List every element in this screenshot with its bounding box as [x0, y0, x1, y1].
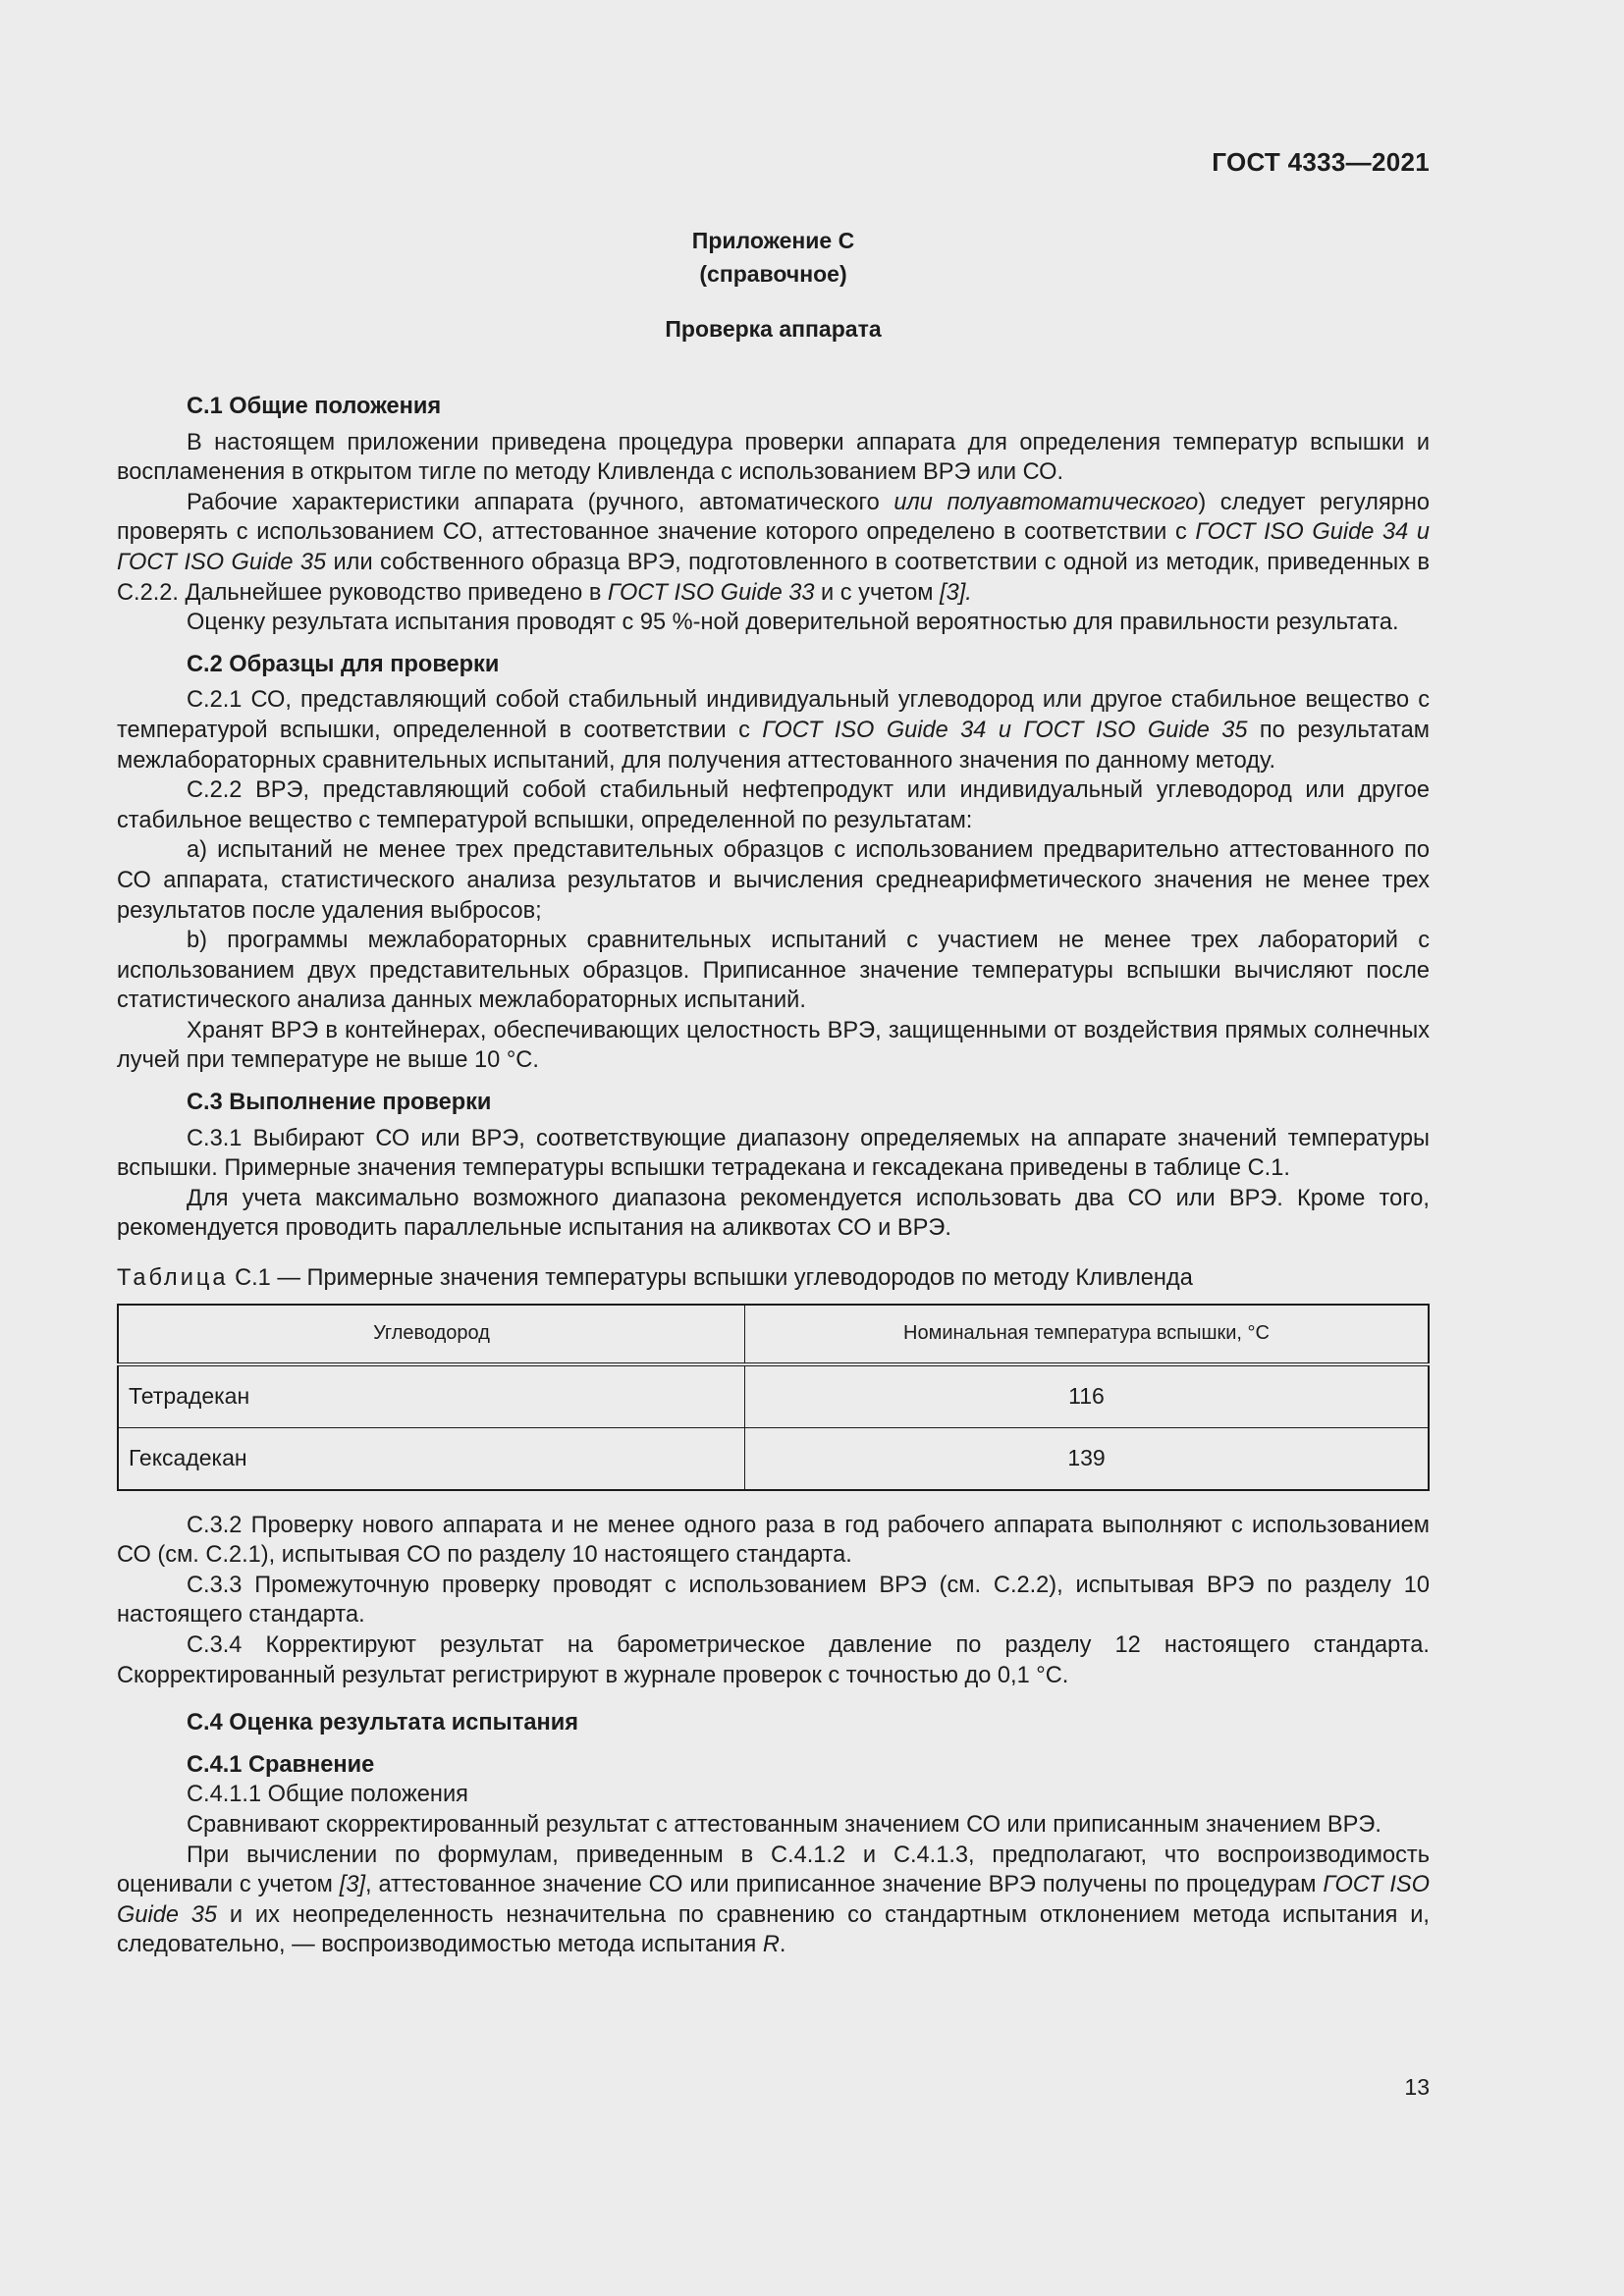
table-row — [118, 1427, 1429, 1490]
paragraph: Для учета максимально возможного диапазона рекомендуется использовать два СО или ВРЭ. Кроме того, рекомендуется проводить параллельные испытания на аликвотах СО и ВРЭ. — [117, 1185, 1430, 1242]
table-cell-hydrocarbon: Гексадекан — [118, 1427, 745, 1490]
paragraph: При вычислении по формулам, приведенным в С.4.1.2 и С.4.1.3, предполагают, что воспроизводимость оценивали с учетом [3], аттестованное значение СО или приписанное значение ВРЭ получены по процедурам ГОСТ ISO Guide 35 и их неопределенность незначительна по сравнению со стандартным отклонением метода испытания и, следовательно, — воспроизводимостью метода испытания R. — [117, 1842, 1430, 1958]
table-cell-temperature: 116 — [745, 1364, 1430, 1428]
section-heading-c4: С.4 Оценка результата испытания — [187, 1710, 579, 1736]
subsubsection-heading: С.4.1.1 Общие положения — [187, 1782, 468, 1808]
table-row — [118, 1364, 1429, 1428]
doc-id-header: ГОСТ 4333—2021 — [1212, 147, 1430, 177]
page-number: 13 — [1404, 2074, 1430, 2100]
table-caption: Таблица С.1 — Примерные значения температуры вспышки углеводородов по методу Кливленда — [117, 1265, 1193, 1292]
list-item: a) испытаний не менее трех представительных образцов с использованием предварительно аттестованного по СО аппарата, статистического анализа результатов и вычисления среднеарифметического значения не менее трех результатов после удаления выбросов; — [117, 837, 1430, 924]
table-cell-hydrocarbon: Тетрадекан — [118, 1364, 745, 1428]
table-header-cell: Углеводород — [118, 1305, 745, 1364]
annex-type: (справочное) — [699, 261, 847, 287]
flash-point-table — [117, 1304, 1430, 1491]
paragraph: Сравнивают скорректированный результат с аттестованным значением СО или приписанным значением ВРЭ. — [187, 1811, 1381, 1838]
paragraph: С.2.1 СО, представляющий собой стабильный индивидуальный углеводород или другое стабильное вещество с температурой вспышки, определенной в соответствии с ГОСТ ISO Guide 34 и ГОСТ ISO Guide 35 по результатам межлабораторных сравнительных испытаний, для получения аттестованного значения по данному методу. — [117, 687, 1430, 774]
paragraph: С.3.1 Выбирают СО или ВРЭ, соответствующие диапазону определяемых на аппарате значений температуры вспышки. Примерные значения температуры вспышки тетрадекана и гексадекана приведены в таблице С.1. — [117, 1125, 1430, 1182]
table-header-cell: Номинальная температура вспышки, °С — [745, 1305, 1430, 1364]
document-body — [117, 392, 1430, 1960]
annex-heading — [117, 224, 1430, 291]
paragraph: В настоящем приложении приведена процедура проверки аппарата для определения температур вспышки и воспламенения в открытом тигле по методу Кливленда с использованием ВРЭ или СО. — [117, 429, 1430, 486]
paragraph: С.3.3 Промежуточную проверку проводят с использованием ВРЭ (см. С.2.2), испытывая ВРЭ по разделу 10 настоящего стандарта. — [117, 1572, 1430, 1629]
table-cell-temperature: 139 — [745, 1427, 1430, 1490]
section-heading-c2: С.2 Образцы для проверки — [187, 651, 500, 677]
annex-label: Приложение С — [691, 228, 855, 253]
paragraph: Рабочие характеристики аппарата (ручного, автоматического или полуавтоматического) следует регулярно проверять с использованием СО, аттестованное значение которого определено в соответствии с ГОСТ ISO Guide 34 и ГОСТ ISO Guide 35 или собственного образца ВРЭ, подготовленного в соответствии с одной из методик, приведенных в С.2.2. Дальнейшее руководство приведено в ГОСТ ISO Guide 33 и с учетом [3]. — [117, 489, 1430, 606]
section-heading-c3: С.3 Выполнение проверки — [187, 1090, 492, 1116]
list-item: b) программы межлабораторных сравнительных испытаний с участием не менее трех лабораторий с использованием двух представительных образцов. Приписанное значение температуры вспышки вычисляют после статистического анализа данных межлабораторных испытаний. — [117, 928, 1430, 1014]
paragraph: С.3.2 Проверку нового аппарата и не менее одного раза в год рабочего аппарата выполняют с использованием СО (см. С.2.1), испытывая СО по разделу 10 настоящего стандарта. — [117, 1512, 1430, 1569]
annex-title: Проверка аппарата — [665, 316, 882, 342]
section-heading-c1: С.1 Общие положения — [187, 394, 442, 419]
paragraph: С.3.4 Корректируют результат на барометрическое давление по разделу 12 настоящего стандарта. Скорректированный результат регистрируют в журнале проверок с точностью до 0,1 °С. — [117, 1632, 1430, 1688]
paragraph: Хранят ВРЭ в контейнерах, обеспечивающих целостность ВРЭ, защищенными от воздействия прямых солнечных лучей при температуре не выше 10 °С. — [117, 1017, 1430, 1074]
subsection-heading-c41: С.4.1 Сравнение — [187, 1751, 375, 1778]
paragraph: С.2.2 ВРЭ, представляющий собой стабильный нефтепродукт или индивидуальный углеводород или другое стабильное вещество с температурой вспышки, определенной по результатам: — [117, 777, 1430, 833]
paragraph: Оценку результата испытания проводят с 95 %-ной доверительной вероятностью для правильности результата. — [187, 610, 1399, 636]
